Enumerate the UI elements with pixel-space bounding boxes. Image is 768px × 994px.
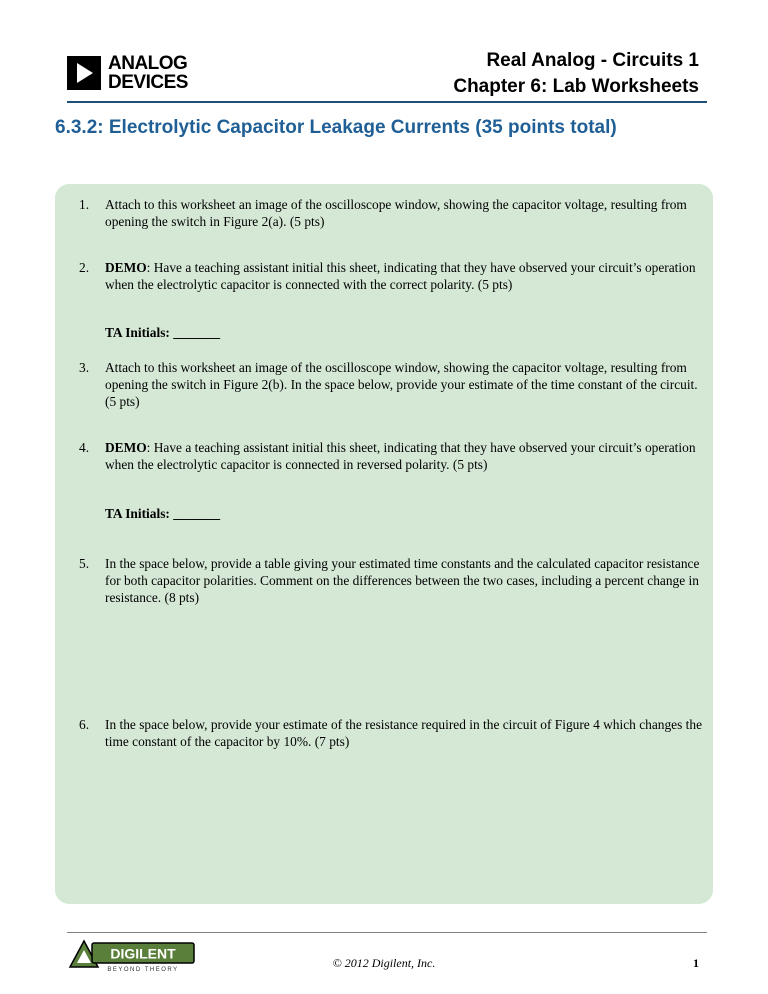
digilent-tagline: BEYOND THEORY — [107, 967, 179, 973]
question-number: 6. — [79, 717, 90, 732]
question-text: Attach to this worksheet an image of the oscilloscope window, showing the capacitor voltage, resulting from opening the switch in Figure 2(a). (5 pts) — [105, 197, 687, 229]
question-text: In the space below, provide your estimate of the resistance required in the circuit of Figure 4 which changes the time constant of the capacitor by 10%. (7 pts) — [105, 717, 703, 749]
header-title: Real Analog - Circuits 1 — [486, 50, 699, 71]
question-number: 2. — [79, 260, 90, 275]
logo-word-analog: ANALOG — [108, 53, 188, 74]
digilent-logo-text: DIGILENT — [110, 945, 176, 962]
analog-devices-logo — [67, 53, 197, 95]
question-text: Attach to this worksheet an image of the oscilloscope window, showing the capacitor voltage, resulting from opening the switch in Figure 2(b). In the space below, provide your estimate of the time constant of the circuit. (5 pts) — [105, 360, 698, 409]
page-number: 1 — [693, 956, 699, 970]
question-text — [105, 259, 710, 293]
question-text — [105, 439, 710, 473]
question-number: 3. — [79, 360, 90, 375]
question-number: 4. — [79, 440, 90, 455]
question-body: : Have a teaching assistant initial this sheet, indicating that they have observed your circuit’s operation when the electrolytic capacitor is connected with the correct polarity. (5 pts) — [105, 260, 696, 292]
logo-triangle-icon — [67, 56, 101, 90]
header-subtitle: Chapter 6: Lab Worksheets — [453, 76, 699, 97]
ta-initials-1: TA Initials: _______ — [105, 325, 221, 340]
question-number: 5. — [79, 556, 90, 571]
demo-label: DEMO — [105, 260, 147, 275]
copyright: © 2012 Digilent, Inc. — [332, 956, 436, 970]
question-number: 1. — [79, 197, 90, 212]
question-text: In the space below, provide a table giving your estimated time constants and the calculated capacitor resistance for both capacitor polarities. Comment on the differences between the two cases, including a percent change in resistance. (8 pts) — [105, 556, 700, 605]
worksheet-panel — [55, 184, 713, 904]
footer-divider — [67, 932, 707, 933]
header-divider — [67, 101, 707, 103]
ta-initials-2: TA Initials: _______ — [105, 506, 221, 521]
demo-label: DEMO — [105, 440, 147, 455]
question-body: : Have a teaching assistant initial this sheet, indicating that they have observed your circuit’s operation when the electrolytic capacitor is connected in reversed polarity. (5 pts) — [105, 440, 696, 472]
logo-word-devices: DEVICES — [108, 72, 188, 93]
section-title: 6.3.2: Electrolytic Capacitor Leakage Currents (35 points total) — [55, 117, 617, 138]
